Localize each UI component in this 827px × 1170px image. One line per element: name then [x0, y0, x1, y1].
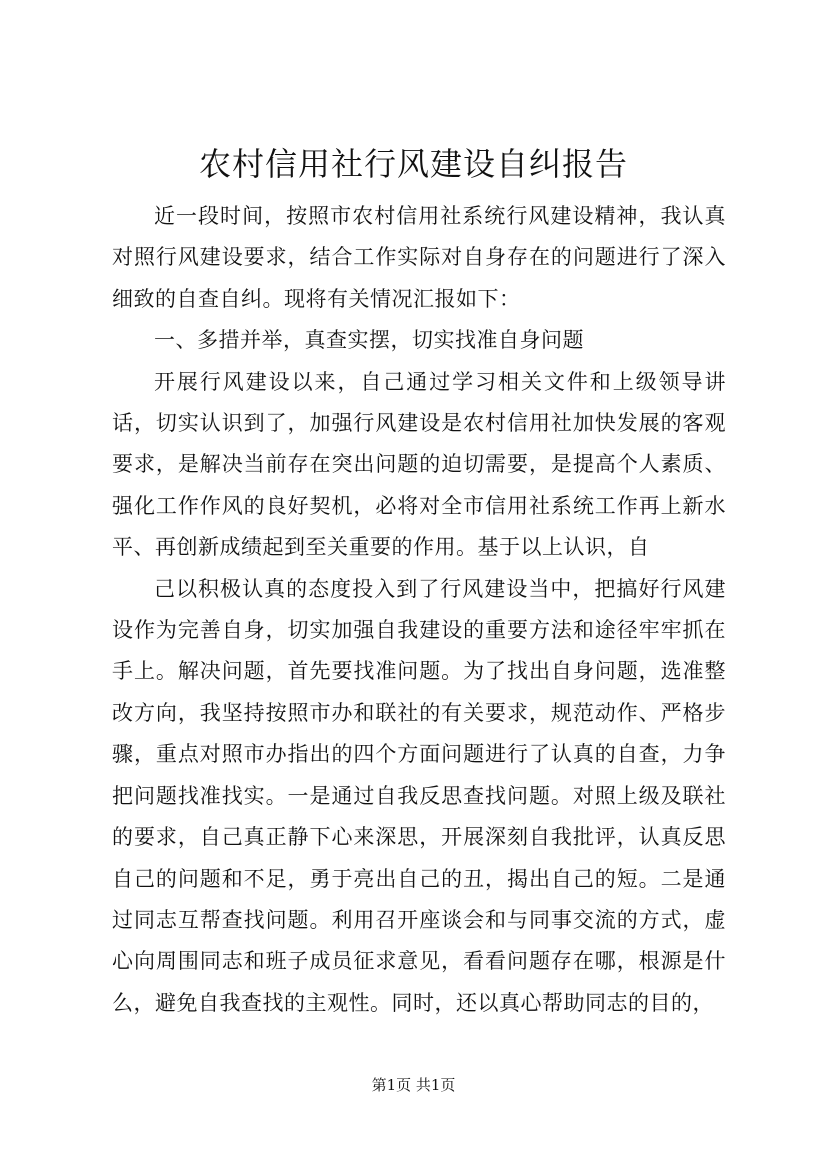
- document-body: [112, 196, 726, 1024]
- paragraph-intro: 近一段时间，按照市农村信用社系统行风建设精神，我认真对照行风建设要求，结合工作实际对自身存在的问题进行了深入细致的自查自纠。现将有关情况汇报如下：: [112, 204, 726, 311]
- paragraph-heading-1: 一、多措并举，真查实摆，切实找准自身问题: [154, 328, 584, 353]
- document-title: 农村信用社行风建设自纠报告: [198, 145, 628, 183]
- page-footer: [0, 1074, 827, 1096]
- paragraph-3: 己以积极认真的态度投入到了行风建设当中，把搞好行风建设作为完善自身，切实加强自我建设的重要方法和途径牢牢抓在手上。解决问题，首先要找准问题。为了找出自身问题，选准整改方向，我坚持按照市办和联社的有关要求，规范动作、严格步骤，重点对照市办指出的四个方面问题进行了认真的自查，力争把问题找准找实。一是通过自我反思查找问题。对照上级及联社的要求，自己真正静下心来深思，开展深刻自我批评，认真反思自己的问题和不足，勇于亮出自己的丑，揭出自己的短。二是通过同志互帮查找问题。利用召开座谈会和与同事交流的方式，虚心向周围同志和班子成员征求意见，看看问题存在哪，根源是什么，避免自我查找的主观性。同时，还以真心帮助同志的目的，: [112, 576, 726, 1015]
- page-number-label: 第1页 共1页: [371, 1076, 456, 1094]
- paragraph-2: 开展行风建设以来，自己通过学习相关文件和上级领导讲话，切实认识到了，加强行风建设是农村信用社加快发展的客观要求，是解决当前存在突出问题的迫切需要，是提高个人素质、强化工作作风的良好契机，必将对全市信用社系统工作再上新水平、再创新成绩起到至关重要的作用。基于以上认识，自: [112, 369, 726, 560]
